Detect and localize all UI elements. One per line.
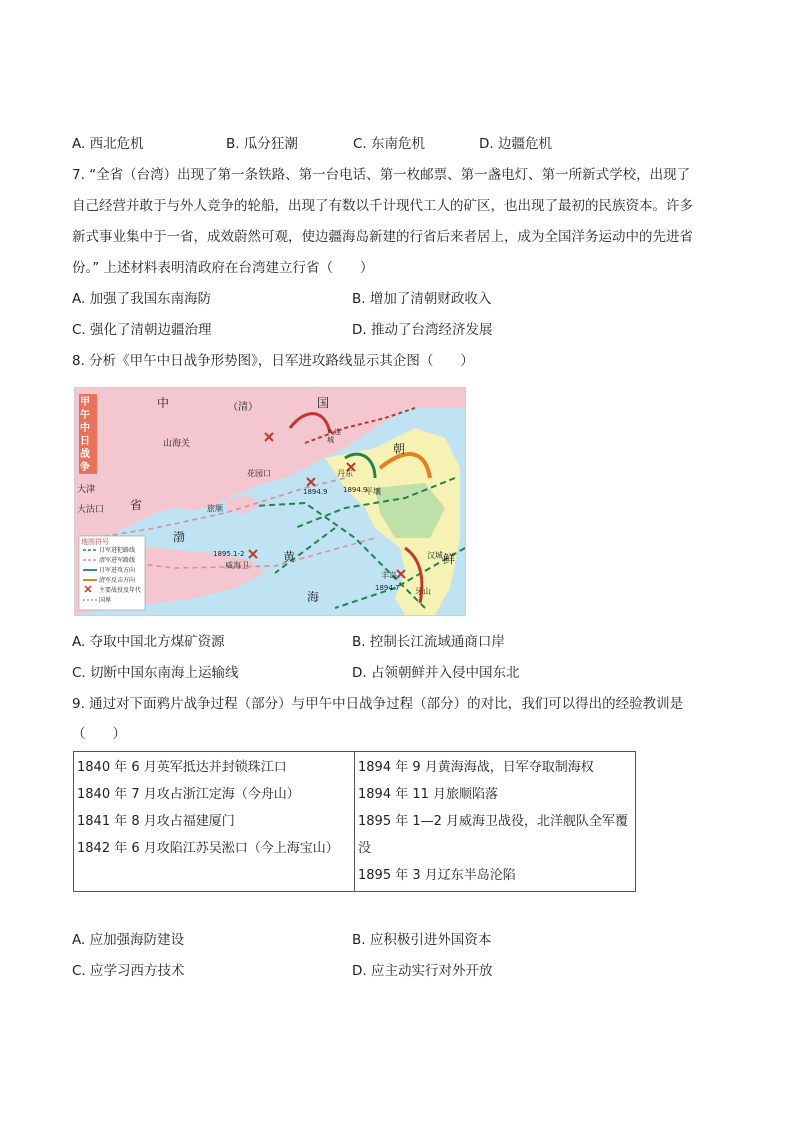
- map-label-date-2: 1894.9: [343, 486, 368, 494]
- q7-stem-line-2: 自己经营并敢于与外人竞争的轮船，出现了有数以千计现代工人的矿区，也出现了最初的民族资本。许多: [72, 198, 693, 214]
- map-label-chao: 朝: [393, 442, 406, 456]
- map-legend-item: 国界: [99, 597, 112, 604]
- war-situation-map: [74, 387, 466, 616]
- table-cell: 1840 年 6 月英军抵达并封锁珠江口: [77, 760, 287, 775]
- q7-option-d[interactable]: D. 推动了台湾经济发展: [352, 322, 493, 338]
- map-label-dandong: 丹东: [337, 469, 353, 478]
- table-cell: 1895 年 3 月辽东半岛沦陷: [358, 868, 516, 883]
- q9-option-d[interactable]: D. 应主动实行对外开放: [352, 963, 493, 979]
- map-label-weihaiwei: 威海卫: [225, 561, 249, 570]
- map-label-hancheng: 汉城: [427, 551, 443, 560]
- map-label-date-4: 1894.7: [375, 584, 400, 592]
- q7-stem-line-3: 新式事业集中于一省，成效蔚然可观，使边疆海岛新建的行省后来者居上，成为全国洋务运动中的先进省: [72, 229, 693, 245]
- q8-stem: 8. 分析《甲午中日战争形势图》，日军进攻路线显示其企图（ ）: [72, 353, 474, 369]
- table-cell: 1894 年 9 月黄海海战，日军夺取制海权: [358, 760, 594, 775]
- map-legend: [99, 546, 141, 606]
- table-cell: 1842 年 6 月攻陷江苏吴淞口（今上海宝山）: [77, 841, 339, 856]
- map-label-dagukou: 大沽口: [77, 505, 105, 515]
- map-label-shanhaiguan: 山海关: [163, 439, 191, 449]
- map-legend-title: 地图符号: [81, 538, 109, 546]
- map-label-tianjin: 大津: [77, 485, 96, 495]
- q7-option-b[interactable]: B. 增加了清朝财政收入: [352, 291, 492, 307]
- q9-stem: 9. 通过对下面鸦片战争过程（部分）与甲午中日战争过程（部分）的对比，我们可以得出的经验教训是: [72, 696, 684, 712]
- map-title: 甲午中日战争: [80, 397, 90, 473]
- map-label-china-1: 中: [157, 396, 170, 410]
- map-label-qing: （清）: [228, 402, 258, 413]
- q6-option-b[interactable]: B. 瓜分狂潮: [226, 136, 298, 152]
- q6-option-c[interactable]: C. 东南危机: [353, 136, 426, 152]
- table-cell: 1895 年 1—2 月威海卫战役，北洋舰队全军覆没: [358, 814, 629, 856]
- comparison-table: [73, 751, 636, 892]
- map-label-date-1: 1894.9: [303, 488, 328, 496]
- q6-option-d[interactable]: D. 边疆危机: [479, 136, 552, 152]
- q8-option-c[interactable]: C. 切断中国东南海上运输线: [72, 665, 239, 681]
- map-label-date-3: 1895.1-2: [213, 550, 245, 558]
- q8-option-a[interactable]: A. 夺取中国北方煤矿资源: [72, 634, 225, 650]
- q7-stem-line-1: 7. “全省（台湾）出现了第一条铁路、第一台电话、第一枚邮票、第一盏电灯、第一所新式学校，出现了: [72, 167, 691, 183]
- map-label-sea-1: 渤: [173, 530, 186, 544]
- map-legend-item: 清军反击方向: [99, 577, 136, 584]
- q9-option-a[interactable]: A. 应加强海防建设: [72, 932, 185, 948]
- map-label-huayuankou: 花园口: [247, 469, 271, 478]
- map-legend-item: 主要战役及年代: [99, 587, 142, 594]
- q8-option-b[interactable]: B. 控制长江流域通商口岸: [352, 634, 505, 650]
- map-label-fengdao: 丰岛: [381, 571, 397, 580]
- table-cell: 1894 年 11 月旅顺陷落: [358, 787, 499, 802]
- q7-option-a[interactable]: A. 加强了我国东南海防: [72, 291, 212, 307]
- q7-stem-line-4: 份。” 上述材料表明清政府在台湾建立行省（ ）: [72, 260, 374, 276]
- table-cell: 1840 年 7 月攻占浙江定海（今舟山）: [77, 787, 300, 802]
- map-label-sheng: 省: [130, 498, 143, 512]
- map-label-sea-3: 海: [307, 590, 320, 604]
- map-label-jiuliancheng: 九连城: [327, 428, 341, 444]
- sino-japanese-war-column: [355, 752, 636, 892]
- map-legend-item: 日军进犯路线: [99, 547, 136, 554]
- map-label-sea-2: 黄: [283, 550, 296, 564]
- opium-war-column: [74, 752, 355, 892]
- map-label-yashan: 牙山: [415, 587, 431, 596]
- map-label-lushun: 旅顺: [207, 504, 223, 513]
- q9-option-c[interactable]: C. 应学习西方技术: [72, 963, 185, 979]
- q6-option-a[interactable]: A. 西北危机: [72, 136, 144, 152]
- q9-option-b[interactable]: B. 应积极引进外国资本: [352, 932, 492, 948]
- map-legend-item: 清军进军路线: [99, 557, 136, 564]
- map-label-pingrang: 平壤: [365, 487, 381, 496]
- map-label-china-2: 国: [317, 396, 330, 410]
- table-cell: 1841 年 8 月攻占福建厦门: [77, 814, 235, 829]
- q9-stem-continued: （ ）: [72, 726, 126, 742]
- q8-option-d[interactable]: D. 占领朝鲜并入侵中国东北: [352, 665, 520, 681]
- map-label-xian: 鲜: [443, 552, 456, 566]
- map-legend-item: 日军进攻方向: [99, 567, 136, 574]
- q7-option-c[interactable]: C. 强化了清朝边疆治理: [72, 322, 212, 338]
